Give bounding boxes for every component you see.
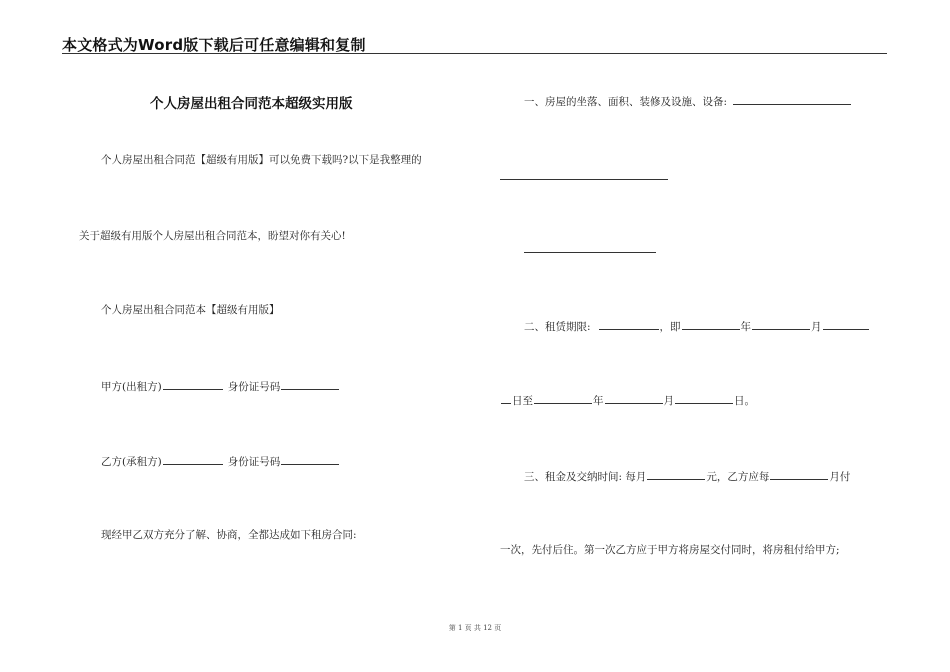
- intro-line-2: 关于超级有用版个人房屋出租合同范本，盼望对你有关心!: [79, 230, 346, 242]
- party-a-id-blank: [281, 378, 339, 390]
- clause-2b-line: [500, 392, 755, 408]
- payment-interval-blank: [770, 468, 828, 480]
- end-month-blank: [605, 392, 663, 404]
- clause-1-continuation-blank: [500, 179, 668, 180]
- clause-2-line: [524, 318, 870, 334]
- start-day-tail-blank: [501, 392, 511, 404]
- party-b-line: [101, 453, 340, 469]
- clause-3b-line: 一次，先付后住。第一次乙方应于甲方将房屋交付同时，将房租付给甲方;: [500, 544, 840, 556]
- party-a-line: [101, 378, 340, 394]
- party-b-label: 乙方(承租方): [101, 456, 162, 468]
- party-a-id-label: 身份证号码: [227, 381, 281, 393]
- clause-3-yuan: 元，乙方应每: [706, 471, 770, 483]
- party-a-label: 甲方(出租方): [101, 381, 162, 393]
- intro-line-1: 个人房屋出租合同范【超级有用版】可以免费下载吗?以下是我整理的: [101, 154, 422, 166]
- monthly-rent-blank: [647, 468, 705, 480]
- start-month-blank: [752, 318, 810, 330]
- end-year-blank: [534, 392, 592, 404]
- clause-1-continuation-blank-2: [524, 252, 656, 253]
- agreement-line: 现经甲乙双方充分了解、协商，全都达成如下租房合同:: [101, 529, 357, 541]
- header-title: 本文格式为Word版下载后可任意编辑和复制: [62, 36, 366, 54]
- contract-subtitle: 个人房屋出租合同范本【超级有用版】: [101, 304, 280, 316]
- clause-2b-month: 月: [663, 395, 674, 407]
- lease-period-blank: [599, 318, 659, 330]
- end-day-blank: [675, 392, 733, 404]
- clause-1-blank: [733, 93, 851, 105]
- clause-3-line: [524, 468, 850, 484]
- clause-2b-day-end: 日。: [734, 395, 755, 407]
- clause-2b-year: 年: [593, 395, 604, 407]
- clause-1-line: [524, 93, 852, 109]
- clause-2-label: 二、租赁期限:: [524, 321, 591, 333]
- header-divider: [62, 53, 887, 54]
- clause-2b-day-to: 日至: [512, 395, 533, 407]
- page-footer: 第 1 页 共 12 页: [448, 624, 502, 632]
- clause-3-monthpay: 月付: [829, 471, 851, 483]
- party-b-id-blank: [281, 453, 339, 465]
- clause-2-ji: ，即: [659, 321, 681, 333]
- clause-2-year: 年: [740, 321, 752, 333]
- party-a-name-blank: [163, 378, 223, 390]
- clause-1-text: 一、房屋的坐落、面积、装修及设施、设备:: [524, 96, 728, 108]
- party-b-id-label: 身份证号码: [227, 456, 281, 468]
- clause-2-month: 月: [811, 321, 822, 333]
- party-b-name-blank: [163, 453, 223, 465]
- document-title: 个人房屋出租合同范本超级实用版: [150, 96, 353, 112]
- start-day-blank: [823, 318, 869, 330]
- start-year-blank: [682, 318, 740, 330]
- clause-3-label: 三、租金及交纳时间: 每月: [524, 471, 647, 483]
